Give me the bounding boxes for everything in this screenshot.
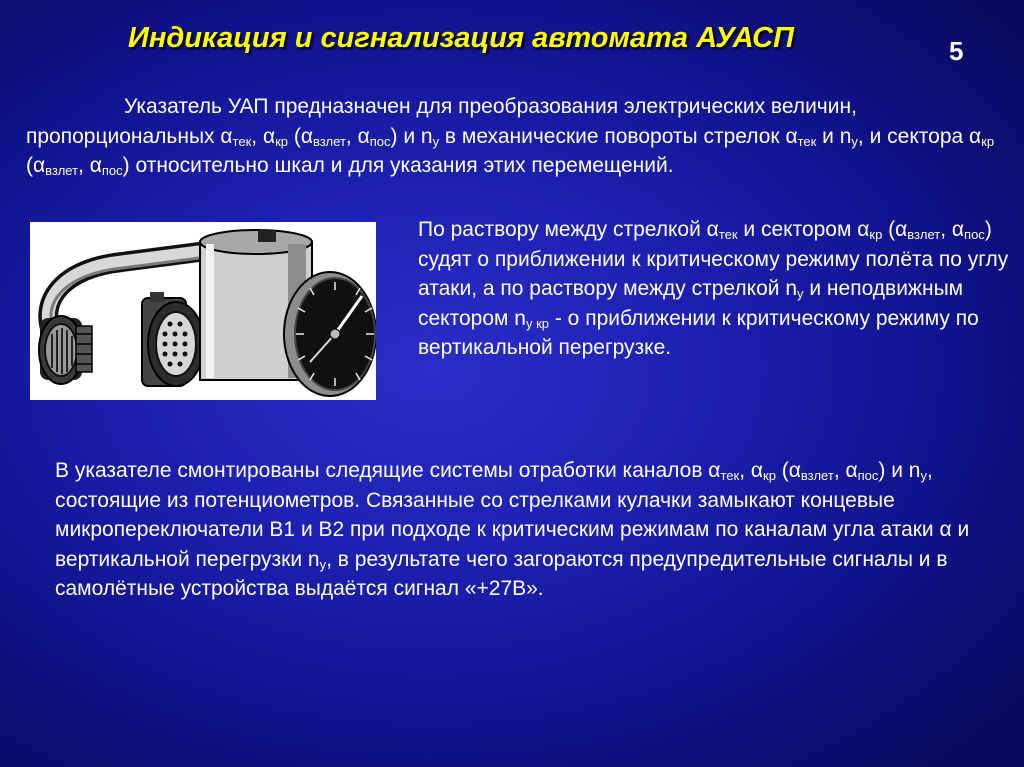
text-run: , в результате чего загораются предупредительные сигналы и в самолётные устройства выдаётся сигнал «+27В». xyxy=(55,547,948,600)
subscript: тек xyxy=(232,133,252,149)
subscript: y xyxy=(851,133,858,149)
subscript: взлет xyxy=(907,227,941,242)
subscript: взлет xyxy=(45,163,79,178)
subscript: тек xyxy=(718,227,738,242)
subscript: кр xyxy=(275,133,289,149)
text-run: и неподвижным сектором n xyxy=(418,277,964,330)
text-run: , α xyxy=(78,154,102,177)
cable-connector xyxy=(39,316,92,384)
text-run: По раствору между стрелкой α xyxy=(418,218,719,241)
paragraph-uap-purpose xyxy=(26,92,1016,181)
text-run: (α xyxy=(26,154,46,177)
text-run: и n xyxy=(816,124,852,148)
socket-connector xyxy=(142,292,204,386)
indicator-dial xyxy=(284,272,376,396)
subscript: кр xyxy=(869,227,883,242)
uap-indicator-illustration xyxy=(30,222,376,400)
subscript: тек xyxy=(797,133,817,149)
text-run: ) и n xyxy=(390,124,433,148)
subscript: пос xyxy=(964,227,985,242)
subscript: пос xyxy=(857,468,879,483)
text-run: , α xyxy=(251,124,276,148)
text-run: , состоящие из потенциометров. Связанные со стрелками кулачки замыкают концевые микропереключатели В1 и В2 при подходе к критическим режимам по каналам угла атаки α и вертикальной перегрузки n xyxy=(55,459,970,571)
subscript: y xyxy=(797,286,804,301)
text-run: ) относительно шкал и для указания этих перемещений. xyxy=(122,154,674,177)
text-run: (α xyxy=(288,124,313,148)
uap-indicator-photo xyxy=(30,222,376,400)
text-run: , α xyxy=(940,218,965,241)
subscript: y xyxy=(432,133,440,149)
text-run: (α xyxy=(775,459,801,482)
text-run: - о приближении к критическому режиму по вертикальной перегрузке. xyxy=(418,306,979,359)
paragraph-tracking-systems xyxy=(55,456,1015,604)
text-run: , и сектора α xyxy=(857,124,982,148)
text-run: (α xyxy=(882,218,908,241)
subscript: пос xyxy=(101,163,123,178)
subscript: y xyxy=(319,556,327,572)
text-run: ) судят о приближении к критическому режиму полёта по углу атаки, а по раствору между стрелкой n xyxy=(418,218,1009,300)
subscript: y xyxy=(920,468,927,483)
subscript: взлет xyxy=(800,468,834,483)
subscript: y кр xyxy=(525,315,550,331)
text-run: , α xyxy=(345,124,370,148)
text-run: в механические повороты стрелок α xyxy=(439,124,798,148)
text-run: и сектором α xyxy=(737,218,870,241)
text-run: В указателе смонтированы следящие системы отработки каналов α xyxy=(55,459,721,482)
text-run: Указатель УАП предназначен для преобразования электрических величин, пропорциональных α xyxy=(26,95,857,148)
paragraph-critical-mode xyxy=(418,215,1018,363)
slide-number: 5 xyxy=(949,36,964,66)
subscript: кр xyxy=(763,468,776,483)
text-run: , α xyxy=(739,459,763,482)
slide-title: Индикация и сигнализация автомата АУАСП xyxy=(128,22,794,54)
subscript: пос xyxy=(369,133,391,149)
text-run: ) и n xyxy=(878,459,921,482)
subscript: тек xyxy=(720,468,740,483)
text-run: , α xyxy=(833,459,858,482)
subscript: кр xyxy=(981,133,995,149)
subscript: взлет xyxy=(312,133,346,149)
